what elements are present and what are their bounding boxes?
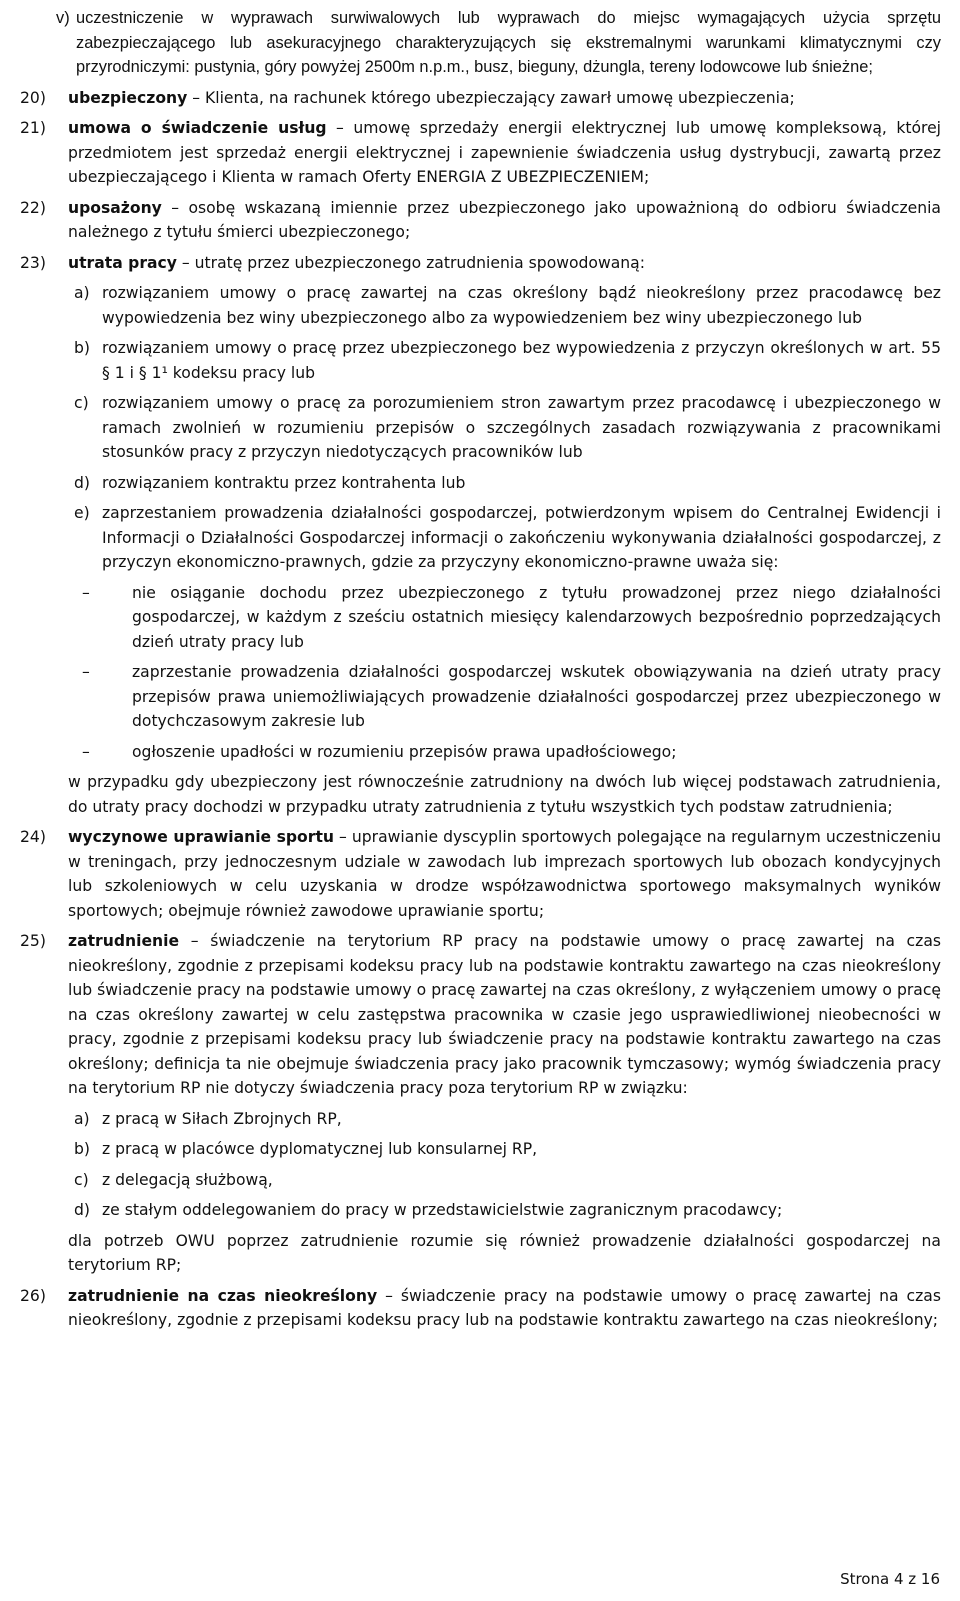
sub-item-text: zaprzestaniem prowadzenia działalności gospodarczej, potwierdzonym wpisem do Centralnej Ewidencji i Informacji o Działalności Gospodarczej informacji o zakończeniu wykonywania działalności gospodarczej, z przyczyn ekonomiczno-prawnych, gdzie za przyczyny ekonomiczno-prawne uważa się: bbox=[102, 504, 941, 571]
item-number: 25) bbox=[20, 932, 46, 950]
sub-item-text: z pracą w Siłach Zbrojnych RP, bbox=[102, 1109, 342, 1128]
item-number: 24) bbox=[20, 828, 46, 846]
definition-text: – świadczenie na terytorium RP pracy na podstawie umowy o pracę zawartej na czas nieokreślony, zgodnie z przepisami kodeksu pracy lub na podstawie kontraktu zawartego na czas nieokreślony lub świadczenie pracy na podstawie umowy o pracę zawartej na czas określony, z wyłączeniem umowy o pracę na czas określony zawartej w celu zastępstwa pracownika w czasie jego usprawiedliwionej nieobecności w pracy, zgodnie z przepisami kodeksu pracy lub świadczenie pracy na podstawie kontraktu zawartego na czas określony; definicja ta nie obejmuje świadczenia pracy jako pracownik tymczasowy; wymóg świadczenia pracy na terytorium RP nie dotyczy świadczenia pracy poza terytorium RP w związku: bbox=[68, 932, 941, 1097]
sub-item bbox=[74, 281, 941, 330]
sub-item-label: a) bbox=[74, 1109, 90, 1128]
sub-item-label: c) bbox=[74, 1170, 89, 1189]
item-number: 21) bbox=[20, 119, 46, 137]
document-page bbox=[20, 6, 941, 1339]
sub-item-label: e) bbox=[74, 504, 90, 522]
sub-item-label: b) bbox=[74, 1140, 90, 1158]
sub-item bbox=[74, 501, 941, 575]
definition-item bbox=[20, 929, 941, 1278]
sub-item bbox=[74, 1107, 941, 1132]
sub-item-text: rozwiązaniem umowy o pracę przez ubezpieczonego bez wypowiedzenia z przyczyn określonych w art. 55 § 1 i § 1¹ kodeksu pracy lub bbox=[102, 339, 941, 382]
definition-item bbox=[20, 1284, 941, 1333]
dash-item-text: zaprzestanie prowadzenia działalności gospodarczej wskutek obowiązywania na dzień utraty pracy przepisów prawa uniemożliwiających prowadzenie działalności gospodarczej przez ubezpieczonego w dotychczasowym zakresie lub bbox=[132, 663, 941, 730]
definition-term: uposażony bbox=[68, 198, 162, 217]
definition-term: umowa o świadczenie usług bbox=[68, 119, 327, 137]
item-number: 23) bbox=[20, 253, 46, 272]
sub-item-label: d) bbox=[74, 1201, 90, 1219]
sub-item-text: ze stałym oddelegowaniem do pracy w przedstawicielstwie zagranicznym pracodawcy; bbox=[102, 1201, 783, 1219]
sub-item-text: rozwiązaniem umowy o pracę zawartej na czas określony bądź nieokreślony przez pracodawcę bez wypowiedzenia bez winy ubezpieczonego albo za wypowiedzeniem bez winy ubezpieczonego lub bbox=[102, 284, 941, 327]
definition-text: – Klienta, na rachunek którego ubezpieczający zawarł umowę ubezpieczenia; bbox=[187, 88, 795, 107]
dash-item-text: nie osiąganie dochodu przez ubezpieczonego z tytułu prowadzonej przez niego działalności gospodarczej, w każdym z sześciu ostatnich miesięcy kalendarzowych bezpośrednio poprzedzających dzień utraty pracy lub bbox=[132, 583, 941, 651]
sub-item bbox=[74, 336, 941, 385]
sub-item bbox=[74, 391, 941, 465]
definition-item bbox=[20, 825, 941, 923]
dash-marker: – bbox=[82, 583, 90, 602]
sub-item-label: c) bbox=[74, 394, 89, 412]
dash-item bbox=[74, 581, 941, 655]
definition-text: – uprawianie dyscyplin sportowych polegające na regularnym uczestniczeniu w treningach, przy jednoczesnym udziale w zawodach lub imprezach sportowych lub obozach kondycyjnych lub szkoleniowych w celu uzyskania w drodze współzawodnictwa sportowego maksymalnych wyników sportowych; obejmuje również zawodowe uprawianie sportu; bbox=[68, 828, 941, 920]
definition-item bbox=[20, 251, 941, 820]
definition-term: wyczynowe uprawianie sportu bbox=[68, 828, 335, 846]
definition-text: – osobę wskazaną imiennie przez ubezpieczonego jako upoważnioną do odbioru świadczenia należnego z tytułu śmierci ubezpieczonego; bbox=[68, 198, 941, 241]
sub-item-label: d) bbox=[74, 473, 90, 492]
definition-continuation: dla potrzeb OWU poprzez zatrudnienie rozumie się również prowadzenie działalności gospodarczej na terytorium RP; bbox=[68, 1231, 941, 1274]
sub-item-label: b) bbox=[74, 339, 90, 357]
sub-item bbox=[74, 1198, 941, 1223]
definition-item bbox=[20, 86, 941, 111]
definition-text: – utratę przez ubezpieczonego zatrudnienia spowodowaną: bbox=[176, 253, 645, 272]
dash-item bbox=[74, 660, 941, 734]
item-number: 20) bbox=[20, 88, 46, 107]
intro-label: v) bbox=[56, 9, 70, 27]
sub-item-text: rozwiązaniem umowy o pracę za porozumieniem stron zawartym przez pracodawcę i ubezpieczonego w ramach zwolnień w rozumieniu przepisów o szczególnych zasadach rozwiązywania z pracownikami stosunków pracy z przyczyn niedotyczących pracowników lub bbox=[102, 394, 941, 461]
sub-item bbox=[74, 1168, 941, 1193]
dash-marker: – bbox=[82, 742, 90, 761]
intro-text: uczestniczenie w wyprawach surwiwalowych lub wyprawach do miejsc wymagających użycia sprzętu zabezpieczającego lub asekuracyjnego charakteryzujących się ekstremalnymi warunkami klimatycznymi czy przyrodniczymi: pustynia, góry powyżej 2500m n.p.m., busz, bieguny, dżungla, tereny lodowcowe lub śnieżne; bbox=[76, 9, 941, 76]
sub-item bbox=[74, 471, 941, 496]
page-number: Strona 4 z 16 bbox=[840, 1569, 940, 1588]
definition-term: zatrudnienie na czas nieokreślony bbox=[68, 1286, 378, 1305]
item-number: 26) bbox=[20, 1286, 46, 1305]
sub-item-text: z pracą w placówce dyplomatycznej lub konsularnej RP, bbox=[102, 1140, 538, 1158]
intro-item bbox=[20, 6, 941, 80]
definition-term: zatrudnienie bbox=[68, 932, 180, 950]
definition-item bbox=[20, 116, 941, 190]
dash-item-text: ogłoszenie upadłości w rozumieniu przepisów prawa upadłościowego; bbox=[132, 742, 677, 761]
dash-marker: – bbox=[82, 663, 90, 681]
sub-item-text: rozwiązaniem kontraktu przez kontrahenta lub bbox=[102, 473, 466, 492]
definition-text: – umowę sprzedaży energii elektrycznej lub umowę kompleksową, której przedmiotem jest sprzedaż energii elektrycznej i zapewnienie świadczenia usług dystrybucji, zawartą przez ubezpieczającego i Klienta w ramach Oferty ENERGIA Z UBEZPIECZENIEM; bbox=[68, 119, 942, 186]
definition-text: – świadczenie pracy na podstawie umowy o pracę zawartej na czas nieokreślony, zgodnie z przepisami kodeksu pracy lub na podstawie kontraktu zawartego na czas nieokreślony; bbox=[68, 1286, 941, 1329]
definition-item bbox=[20, 196, 941, 245]
sub-item-label: a) bbox=[74, 284, 90, 302]
definition-continuation: w przypadku gdy ubezpieczony jest równocześnie zatrudniony na dwóch lub więcej podstawach zatrudnienia, do utraty pracy dochodzi w przypadku utraty zatrudnienia z tytułu wszystkich tych podstaw zatrudnienia; bbox=[68, 773, 941, 816]
definition-term: ubezpieczony bbox=[68, 88, 188, 107]
sub-item-text: z delegacją służbową, bbox=[102, 1170, 273, 1189]
sub-item bbox=[74, 1137, 941, 1162]
dash-item bbox=[74, 740, 941, 765]
item-number: 22) bbox=[20, 198, 46, 217]
definition-term: utrata pracy bbox=[68, 253, 177, 272]
